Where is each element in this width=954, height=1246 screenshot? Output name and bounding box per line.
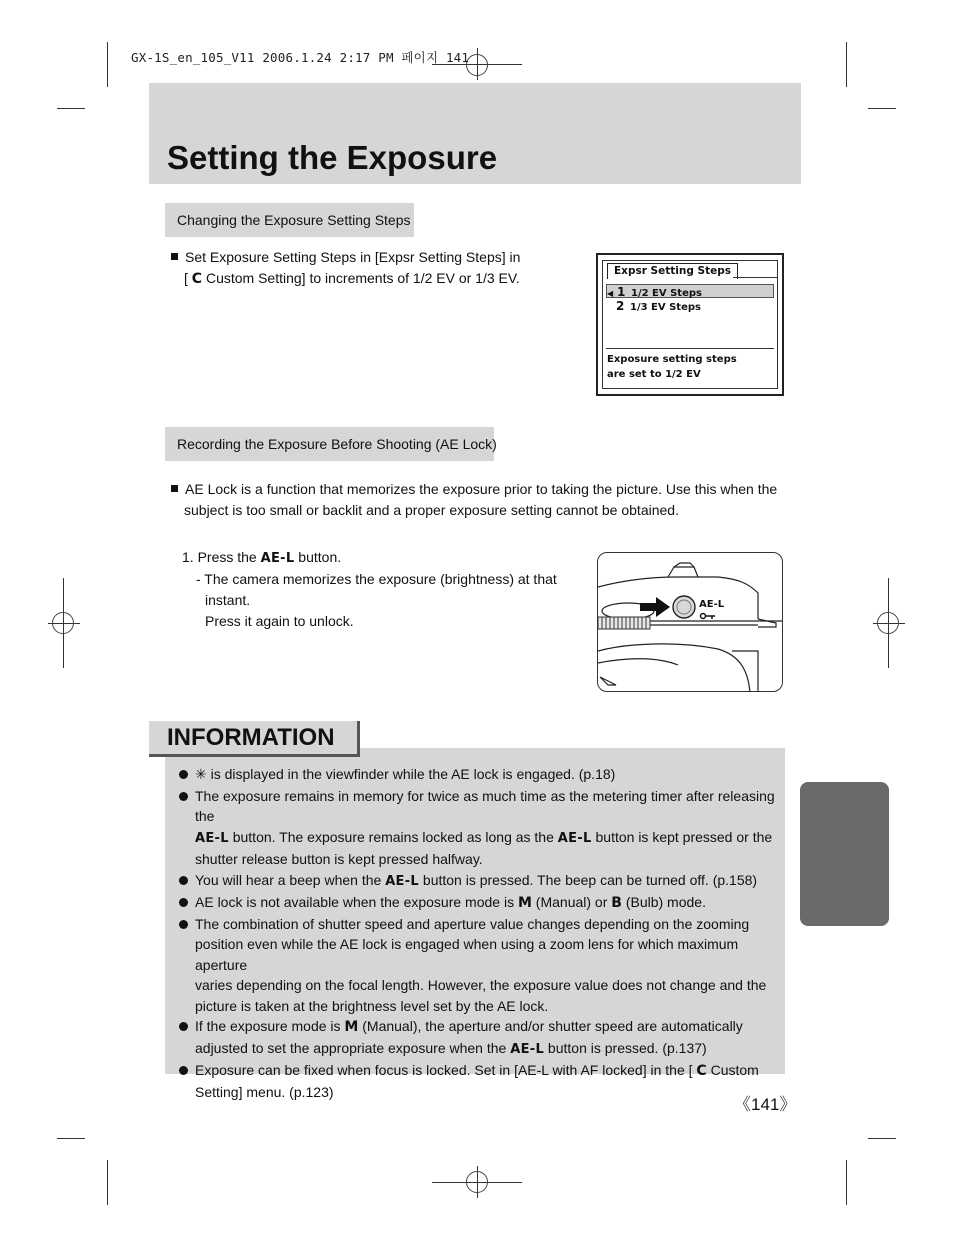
registration-mark	[877, 612, 899, 634]
info-bullet-6: If the exposure mode is M (Manual), the aperture and/or shutter speed are automatically adjusted to set the appropriate exposure when the AE-L button is pressed. (p.137)	[179, 1016, 775, 1060]
ael-button-glyph: AE-L	[557, 830, 592, 846]
crop-mark	[846, 1160, 847, 1205]
square-bullet-icon	[171, 253, 178, 260]
step-1	[182, 547, 557, 632]
lcd-separator	[606, 348, 774, 349]
ae-lock-star-icon: ✳	[195, 767, 207, 783]
section-label-text: Changing the Exposure Setting Steps	[177, 212, 411, 228]
step-1-line: 1. Press the AE-L button.	[182, 549, 342, 566]
ael-button-drawing	[673, 596, 695, 618]
information-heading-tab	[149, 721, 360, 757]
step-1-sub-1: - The camera memorizes the exposure (brightness) at that	[196, 571, 557, 587]
custom-setting-icon: C	[191, 271, 203, 287]
info-bullet-2: The exposure remains in memory for twice as much time as the metering timer after releasing the AE-L button. The exposure remains locked as long as the AE-L button is kept pressed or the shutter release button is kept pressed halfway.	[179, 786, 775, 870]
manual-mode-icon: M	[517, 895, 532, 911]
section-label-text: Recording the Exposure Before Shooting (AE Lock)	[177, 436, 497, 452]
section2-body	[171, 479, 777, 521]
ael-button-glyph: AE-L	[260, 551, 295, 566]
crop-mark	[868, 1138, 896, 1139]
crop-mark	[868, 108, 896, 109]
camera-body-drawing	[598, 553, 783, 692]
section1-body	[171, 247, 520, 290]
registration-mark	[52, 612, 74, 634]
lcd-tab-line	[733, 277, 777, 278]
ael-camera-label: AE-L	[699, 599, 725, 610]
step-1-sub-3: Press it again to unlock.	[205, 613, 354, 629]
lcd-inner-frame	[602, 260, 778, 389]
section1-line-b: [ C Custom Setting] to increments of 1/2 EV or 1/3 EV.	[184, 270, 520, 287]
lcd-menu-item-1[interactable]: ◀ 1 1/2 EV Steps	[606, 284, 774, 298]
information-heading: INFORMATION	[167, 724, 335, 751]
crop-mark	[107, 1160, 108, 1205]
ael-button-glyph: AE-L	[195, 830, 229, 846]
information-list	[179, 764, 775, 1102]
crop-mark	[846, 42, 847, 87]
lcd-menu-item-2[interactable]: 2 1/3 EV Steps	[616, 299, 701, 313]
section-label-exposure-steps	[165, 203, 414, 237]
info-bullet-3: You will hear a beep when the AE-L button is pressed. The beep can be turned off. (p.158)	[179, 870, 775, 893]
step-1-sub-2: instant.	[205, 592, 251, 608]
ael-button-glyph: AE-L	[385, 873, 420, 889]
info-bullet-1: ✳ is displayed in the viewfinder while the AE lock is engaged. (p.18)	[179, 764, 775, 786]
pointer-arrow-icon	[640, 597, 670, 617]
crop-mark	[57, 108, 85, 109]
bulb-mode-icon: B	[611, 895, 622, 911]
info-bullet-7: Exposure can be fixed when focus is locked. Set in [AE-L with AF locked] in the [ C Custom Setting] menu. (p.123)	[179, 1060, 775, 1102]
manual-mode-icon: M	[344, 1019, 359, 1035]
info-bullet-4: AE lock is not available when the exposure mode is M (Manual) or B (Bulb) mode.	[179, 892, 775, 914]
registration-mark	[466, 54, 488, 76]
square-bullet-icon	[171, 485, 178, 492]
lcd-menu-screen	[596, 253, 784, 396]
section2-line-1: AE Lock is a function that memorizes the exposure prior to taking the picture. Use this when the	[171, 479, 777, 500]
chapter-side-tab	[800, 782, 889, 926]
crop-mark	[107, 42, 108, 87]
title-band	[149, 83, 801, 184]
page-title: Setting the Exposure	[167, 139, 498, 176]
section2-line-2: subject is too small or backlit and a proper exposure setting cannot be obtained.	[184, 502, 679, 518]
lcd-menu-tab: Expsr Setting Steps	[607, 263, 738, 279]
info-bullet-5: The combination of shutter speed and aperture value changes depending on the zooming position even while the AE lock is engaged when using a zoom lens for which maximum aperture varies depending on the focal length. However, the exposure value does not change and the picture is taken at the brightness level set by the AE lock.	[179, 914, 775, 1017]
page-number: 《141》	[734, 1095, 797, 1114]
information-box	[165, 748, 785, 1100]
section1-line-a: Set Exposure Setting Steps in [Expsr Setting Steps] in	[171, 247, 520, 268]
registration-mark	[466, 1171, 488, 1193]
lcd-description: Exposure setting steps are set to 1/2 EV	[607, 354, 737, 380]
camera-illustration	[597, 552, 783, 692]
section-label-ae-lock	[165, 427, 497, 461]
selection-arrow-icon: ◀	[607, 289, 614, 298]
ael-button-glyph: AE-L	[510, 1041, 545, 1057]
custom-setting-icon: C	[696, 1063, 707, 1079]
print-header: GX-1S_en_105_V11 2006.1.24 2:17 PM 페이지 141	[131, 50, 470, 65]
crop-mark	[57, 1138, 85, 1139]
